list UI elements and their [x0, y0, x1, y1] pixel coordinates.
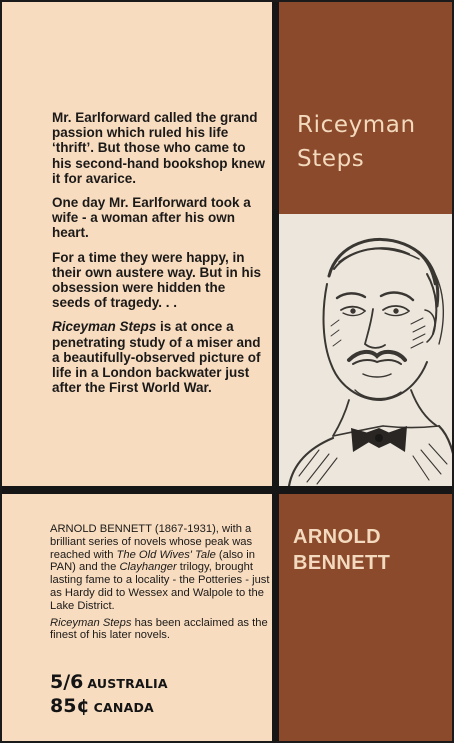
price-australia — [50, 671, 270, 693]
horizontal-divider — [2, 486, 454, 494]
portrait-sketch-icon — [279, 214, 454, 486]
book-title-line-1: Riceyman — [297, 112, 416, 138]
author-portrait — [279, 214, 454, 486]
price-country: AUSTRALIA — [87, 676, 168, 691]
author-name — [293, 524, 443, 576]
price-amount: 85¢ — [50, 695, 90, 717]
author-name-line-1: ARNOLD — [293, 526, 381, 548]
book-title — [297, 108, 447, 176]
bio-title-old-wives-tale: The Old Wives' Tale — [116, 548, 216, 561]
price-canada — [50, 695, 270, 717]
bio-text-c: (also in PAN) and the — [50, 548, 255, 574]
bio-paragraph-1 — [50, 523, 272, 613]
bio-text-e: trilogy, brought lasting fame to a locality - the Potteries - just as Hardy did to Wessex and Walpole to the Lake District. — [50, 561, 270, 612]
blurb-book-title: Riceyman Steps — [52, 319, 157, 335]
bio-book-title: Riceyman Steps — [50, 616, 132, 629]
bio-paragraph-2 — [50, 617, 272, 643]
price-country: CANADA — [93, 700, 154, 715]
bio-text-a: ARNOLD BENNETT (1867-1931), with a brilliant series of novels whose peak was reached with — [50, 523, 253, 561]
blurb-paragraph-4-text: is at once a penetrating study of a miser and a beautifully-observed picture of life in a London backwater just after the First World War. — [52, 319, 261, 396]
blurb-text — [52, 110, 267, 404]
bio-title-clayhanger: Clayhanger — [119, 561, 177, 574]
blurb-paragraph-1: Mr. Earlforward called the grand passion which ruled his life ‘thrift’. But those who came to his second-hand bookshop knew it for avarice. — [52, 110, 266, 186]
bio-paragraph-2-text: has been acclaimed as the finest of his later novels. — [50, 616, 268, 642]
blurb-paragraph-2: One day Mr. Earlforward took a wife - a woman after his own heart. — [52, 195, 251, 241]
book-title-line-2: Steps — [297, 146, 365, 172]
blurb-paragraph-4 — [52, 319, 267, 395]
vertical-divider — [272, 2, 279, 743]
price-amount: 5/6 — [50, 671, 84, 693]
author-bio — [50, 523, 272, 646]
author-name-line-2: BENNETT — [293, 552, 391, 574]
blurb-paragraph-3: For a time they were happy, in their own austere way. But in his obsession were hidden the seeds of tragedy. . . — [52, 249, 262, 311]
